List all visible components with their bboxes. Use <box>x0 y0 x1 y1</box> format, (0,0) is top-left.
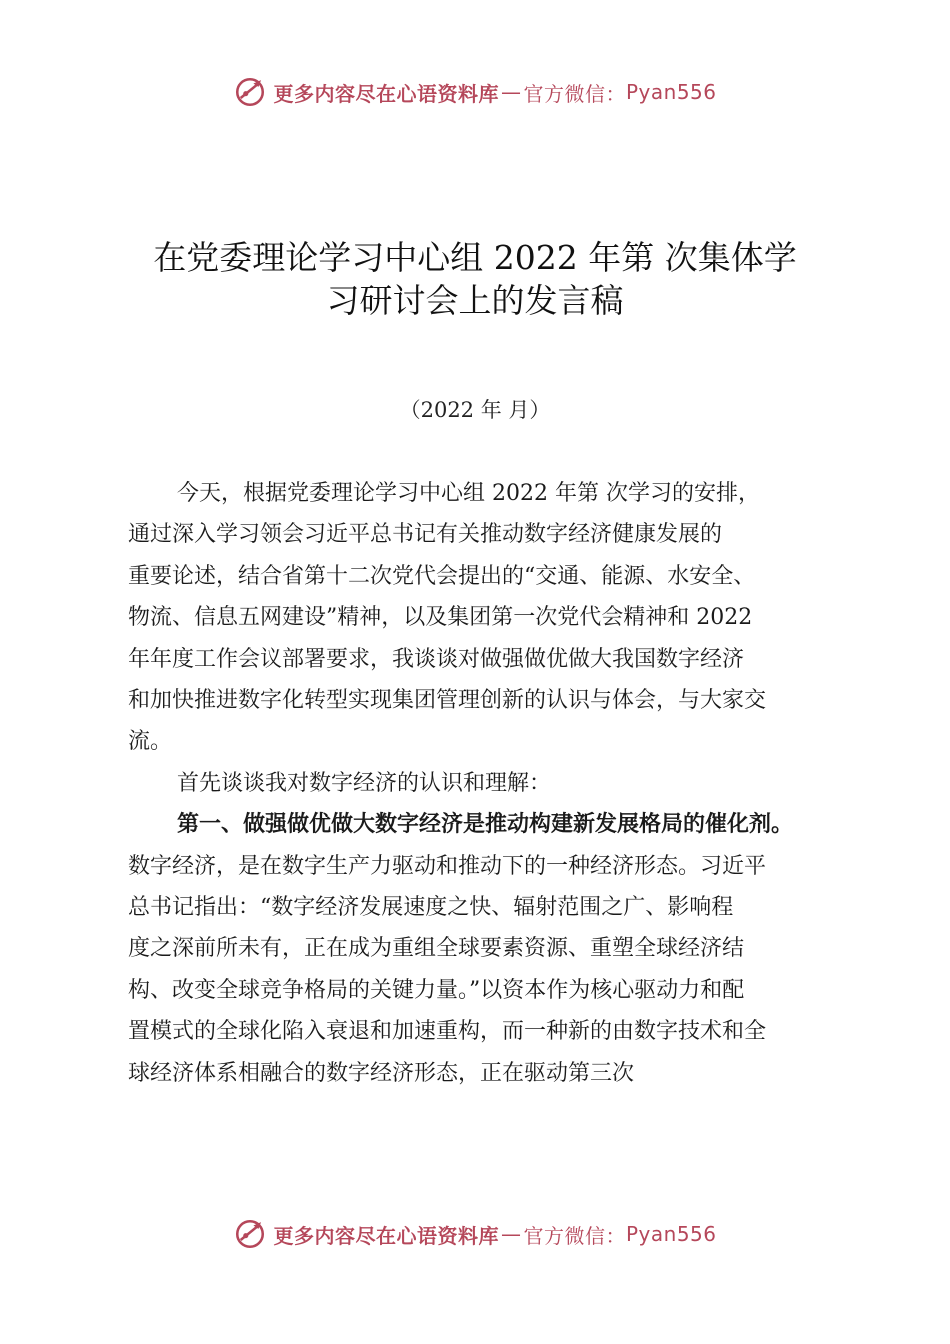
document-body <box>128 473 848 1094</box>
document-date: （2022 年 月） <box>399 398 551 422</box>
watermark-header <box>0 72 950 112</box>
paragraph-line: 度之深前所未有，正在成为重组全球要素资源、重塑全球经济结 <box>128 936 745 962</box>
watermark-separator: — <box>500 1222 522 1246</box>
watermark-brand-text: 更多内容尽在心语资料库 <box>273 81 499 106</box>
paragraph-line: 置模式的全球化陷入衰退和加速重构，而一种新的由数字技术和全 <box>128 1019 767 1045</box>
title-line: 习研讨会上的发言稿 <box>326 281 624 320</box>
title-line: 在党委理论学习中心组 2022 年第 次集体学 <box>153 238 797 277</box>
paragraph-line: 物流、信息五网建设”精神，以及集团第一次党代会精神和 2022 <box>128 605 753 631</box>
paragraph-line: 流。 <box>128 729 173 755</box>
paragraph-line: 首先谈谈我对数字经济的认识和理解： <box>177 770 552 796</box>
paragraph-line: 通过深入学习领会习近平总书记有关推动数字经济健康发展的 <box>128 522 723 548</box>
brand-logo-icon <box>233 1217 267 1251</box>
paragraph-line: 球经济体系相融合的数字经济形态，正在驱动第三次 <box>128 1060 635 1086</box>
watermark-brand-text: 更多内容尽在心语资料库 <box>273 1223 499 1248</box>
paragraph-line: 今天，根据党委理论学习中心组 2022 年第 次学习的安排， <box>177 481 760 506</box>
watermark-footer <box>0 1214 950 1254</box>
paragraph-line: 总书记指出：“数字经济发展速度之快、辐射范围之广、影响程 <box>128 895 734 921</box>
document-title <box>100 236 850 322</box>
watermark-wechat-id: Pyan556 <box>625 1222 717 1246</box>
paragraph-line: 年年度工作会议部署要求，我谈谈对做强做优做大我国数字经济 <box>128 646 745 672</box>
paragraph-line: 重要论述，结合省第十二次党代会提出的“交通、能源、水安全、 <box>128 563 756 589</box>
watermark-separator: — <box>500 80 522 104</box>
paragraph-line: 构、改变全球竞争格局的关键力量。”以资本作为核心驱动力和配 <box>128 977 745 1003</box>
section-heading: 第一、做强做优做大数字经济是推动构建新发展格局的催化剂。 <box>177 811 794 838</box>
watermark-contact-text: 官方微信： <box>523 81 626 106</box>
brand-logo-icon <box>233 75 267 109</box>
paragraph-line: 和加快推进数字化转型实现集团管理创新的认识与体会，与大家交 <box>128 688 767 714</box>
watermark-wechat-id: Pyan556 <box>625 80 717 104</box>
watermark-contact-text: 官方微信： <box>523 1223 626 1248</box>
paragraph-line: 数字经济，是在数字生产力驱动和推动下的一种经济形态。习近平 <box>128 853 767 879</box>
